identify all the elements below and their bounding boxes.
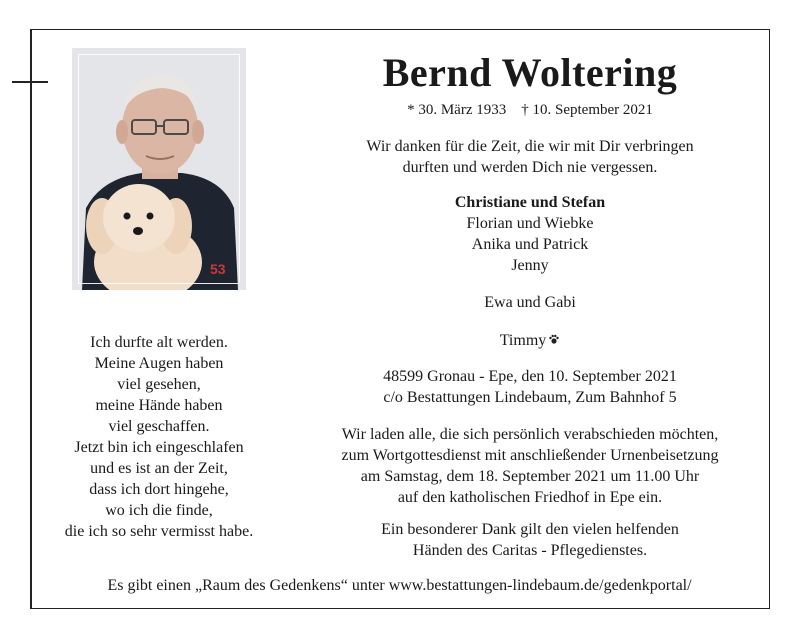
pet-line <box>300 330 760 351</box>
family-second: Ewa und Gabi <box>484 294 576 311</box>
poem-line: meine Hände haben <box>95 397 223 414</box>
place-date: 48599 Gronau - Epe, den 10. September 2021 <box>383 368 677 385</box>
special-thanks-line: Händen des Caritas - Pflegedienstes. <box>412 542 648 559</box>
poem <box>40 332 278 542</box>
poem-line: dass ich dort hingehe, <box>89 481 229 498</box>
poem-line: viel gesehen, <box>117 376 201 393</box>
portrait-photo <box>72 48 246 290</box>
poem-line: Jetzt bin ich eingeschlafen <box>74 439 244 456</box>
poem-line: Ich durfte alt werden. <box>90 334 228 351</box>
thanks-line: durften und werden Dich nie vergessen. <box>402 159 658 176</box>
poem-line: viel geschaffen. <box>108 418 210 435</box>
invitation-line: auf den katholischen Friedhof in Epe ein. <box>397 489 663 506</box>
memorial-footer: Es gibt einen „Raum des Gedenkens“ unter www.bestattungen-lindebaum.de/gedenkportal/ <box>107 577 692 594</box>
family-member: Florian und Wiebke <box>466 215 594 232</box>
poem-line: die ich so sehr vermisst habe. <box>64 523 254 540</box>
frame-left-edge-bottom <box>30 104 32 608</box>
special-thanks-line: Ein besonderer Dank gilt den vielen helfenden <box>381 521 679 538</box>
invitation-line: am Samstag, dem 18. September 2021 um 11.00 Uhr <box>360 468 700 485</box>
family-primary: Christiane und Stefan <box>454 194 606 211</box>
paw-icon <box>548 330 560 351</box>
death-date: † 10. September 2021 <box>521 102 653 118</box>
invitation-text <box>300 424 760 508</box>
cross-icon <box>30 65 32 104</box>
photo-inner-border <box>78 54 240 284</box>
thanks-text <box>300 136 760 178</box>
frame-left-edge-top <box>30 29 32 65</box>
invitation-line: zum Wortgottesdienst mit anschließender Urnenbeisetzung <box>341 447 719 464</box>
care-of-address: c/o Bestattungen Lindebaum, Zum Bahnhof 5 <box>383 389 677 406</box>
family-member: Anika und Patrick <box>471 236 589 253</box>
pet-name: Timmy <box>499 332 547 349</box>
family-member: Jenny <box>511 257 549 274</box>
family-list <box>300 192 760 276</box>
jersey-number: 53 <box>210 261 226 277</box>
special-thanks <box>300 519 760 561</box>
poem-line: Meine Augen haben <box>94 355 224 372</box>
cross-icon-bar <box>12 81 48 83</box>
deceased-name: Bernd Woltering <box>382 50 678 95</box>
life-dates <box>300 100 760 120</box>
thanks-line: Wir danken für die Zeit, die wir mit Dir verbringen <box>366 138 694 155</box>
poem-line: und es ist an der Zeit, <box>90 460 228 477</box>
invitation-line: Wir laden alle, die sich persönlich verabschieden möchten, <box>341 426 719 443</box>
poem-line: wo ich die finde, <box>105 502 213 519</box>
place-address <box>300 366 760 408</box>
birth-date: * 30. März 1933 <box>407 102 507 118</box>
